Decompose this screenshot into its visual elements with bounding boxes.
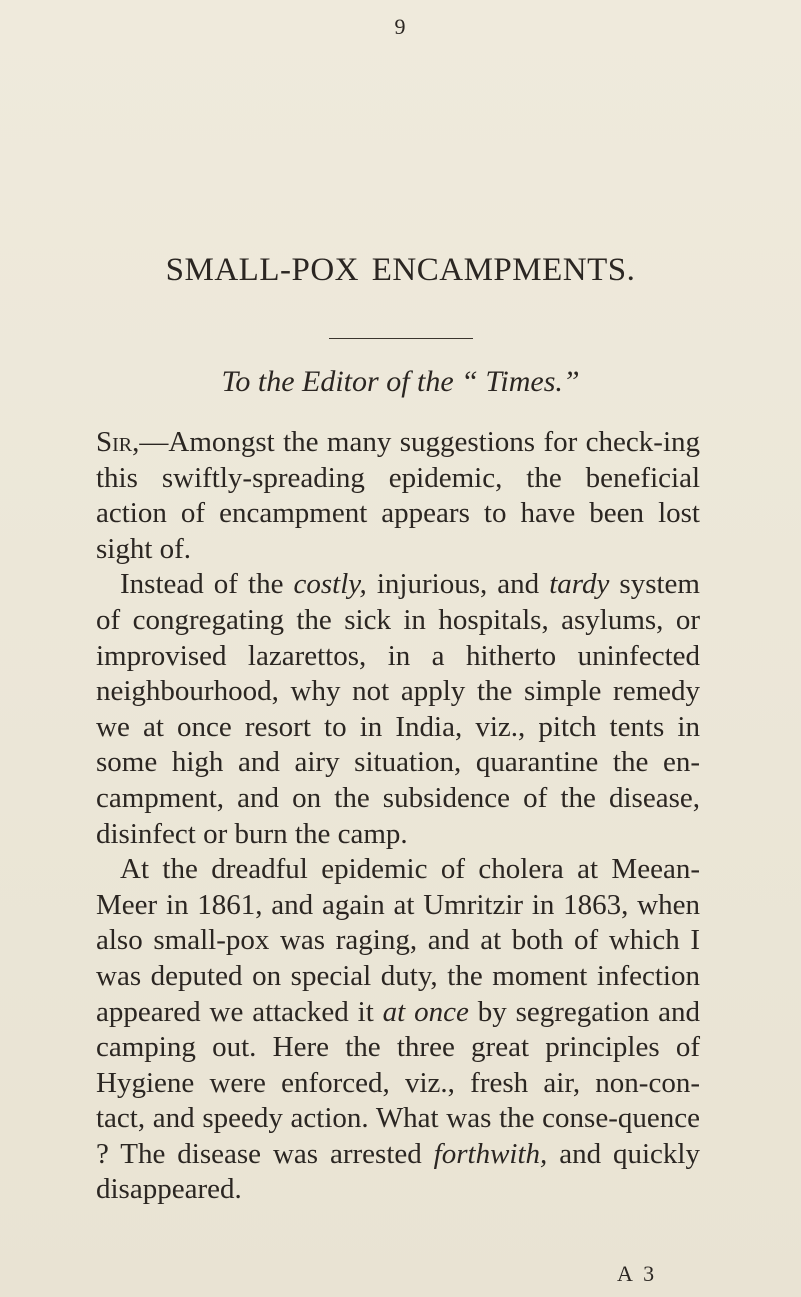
paragraph-3-italic-forthwith: forthwith, [433,1137,548,1170]
divider-rule [329,338,473,339]
page-number: 9 [394,14,406,39]
paragraph-2-text-e: system of congregating the sick in hospitals, asylums, or improvised lazarettos, in a hitherto uninfected neighbourhood, why not apply the simple remedy we at once resort to in India, viz., pitch tents in some high and airy situation, quarantine the en-campment, and on the subsidence of the disease, disinfect or burn the camp. [96,568,700,850]
salutation: Sir, [96,426,140,458]
paragraph-3-italic-at-once: at once [382,995,469,1028]
paragraph-2-italic-costly: costly, [293,568,367,601]
paragraph-3 [96,852,700,1208]
article-heading: SMALL-POX ENCAMPMENTS. [165,252,636,288]
paragraph-2-italic-tardy: tardy [549,568,610,601]
paragraph-2-text-a: Instead of the [120,568,294,601]
addressee-line: To the Editor of the “ Times.” [221,365,580,398]
paragraph-3-text-e: and quickly disappeared. [96,1137,700,1206]
paragraph-1-text: —Amongst the many suggestions for check-ing this swiftly-spreading epidemic, the beneficial action of encampment appears to have been lost sight of. [96,426,700,565]
paragraph-1 [96,425,700,567]
paragraph-2-text-c: injurious, and [366,568,550,601]
signature-mark: A 3 [617,1261,658,1286]
letter-body [96,425,700,1208]
paragraph-3-text-c: by segregation and camping out. Here the three great principles of Hygiene were enforced, viz., fresh air, non-con-tact, and speedy action. What was the conse-quence ? The disease was arrested [96,995,700,1170]
paragraph-3-text-a: At the dreadful epidemic of cholera at Meean-Meer in 1861, and again at Umritzir in 1863, when also small-pox was raging, and at both of which I was deputed on special duty, the moment infection appeared we attacked it [96,853,700,1028]
paragraph-2 [96,567,700,852]
